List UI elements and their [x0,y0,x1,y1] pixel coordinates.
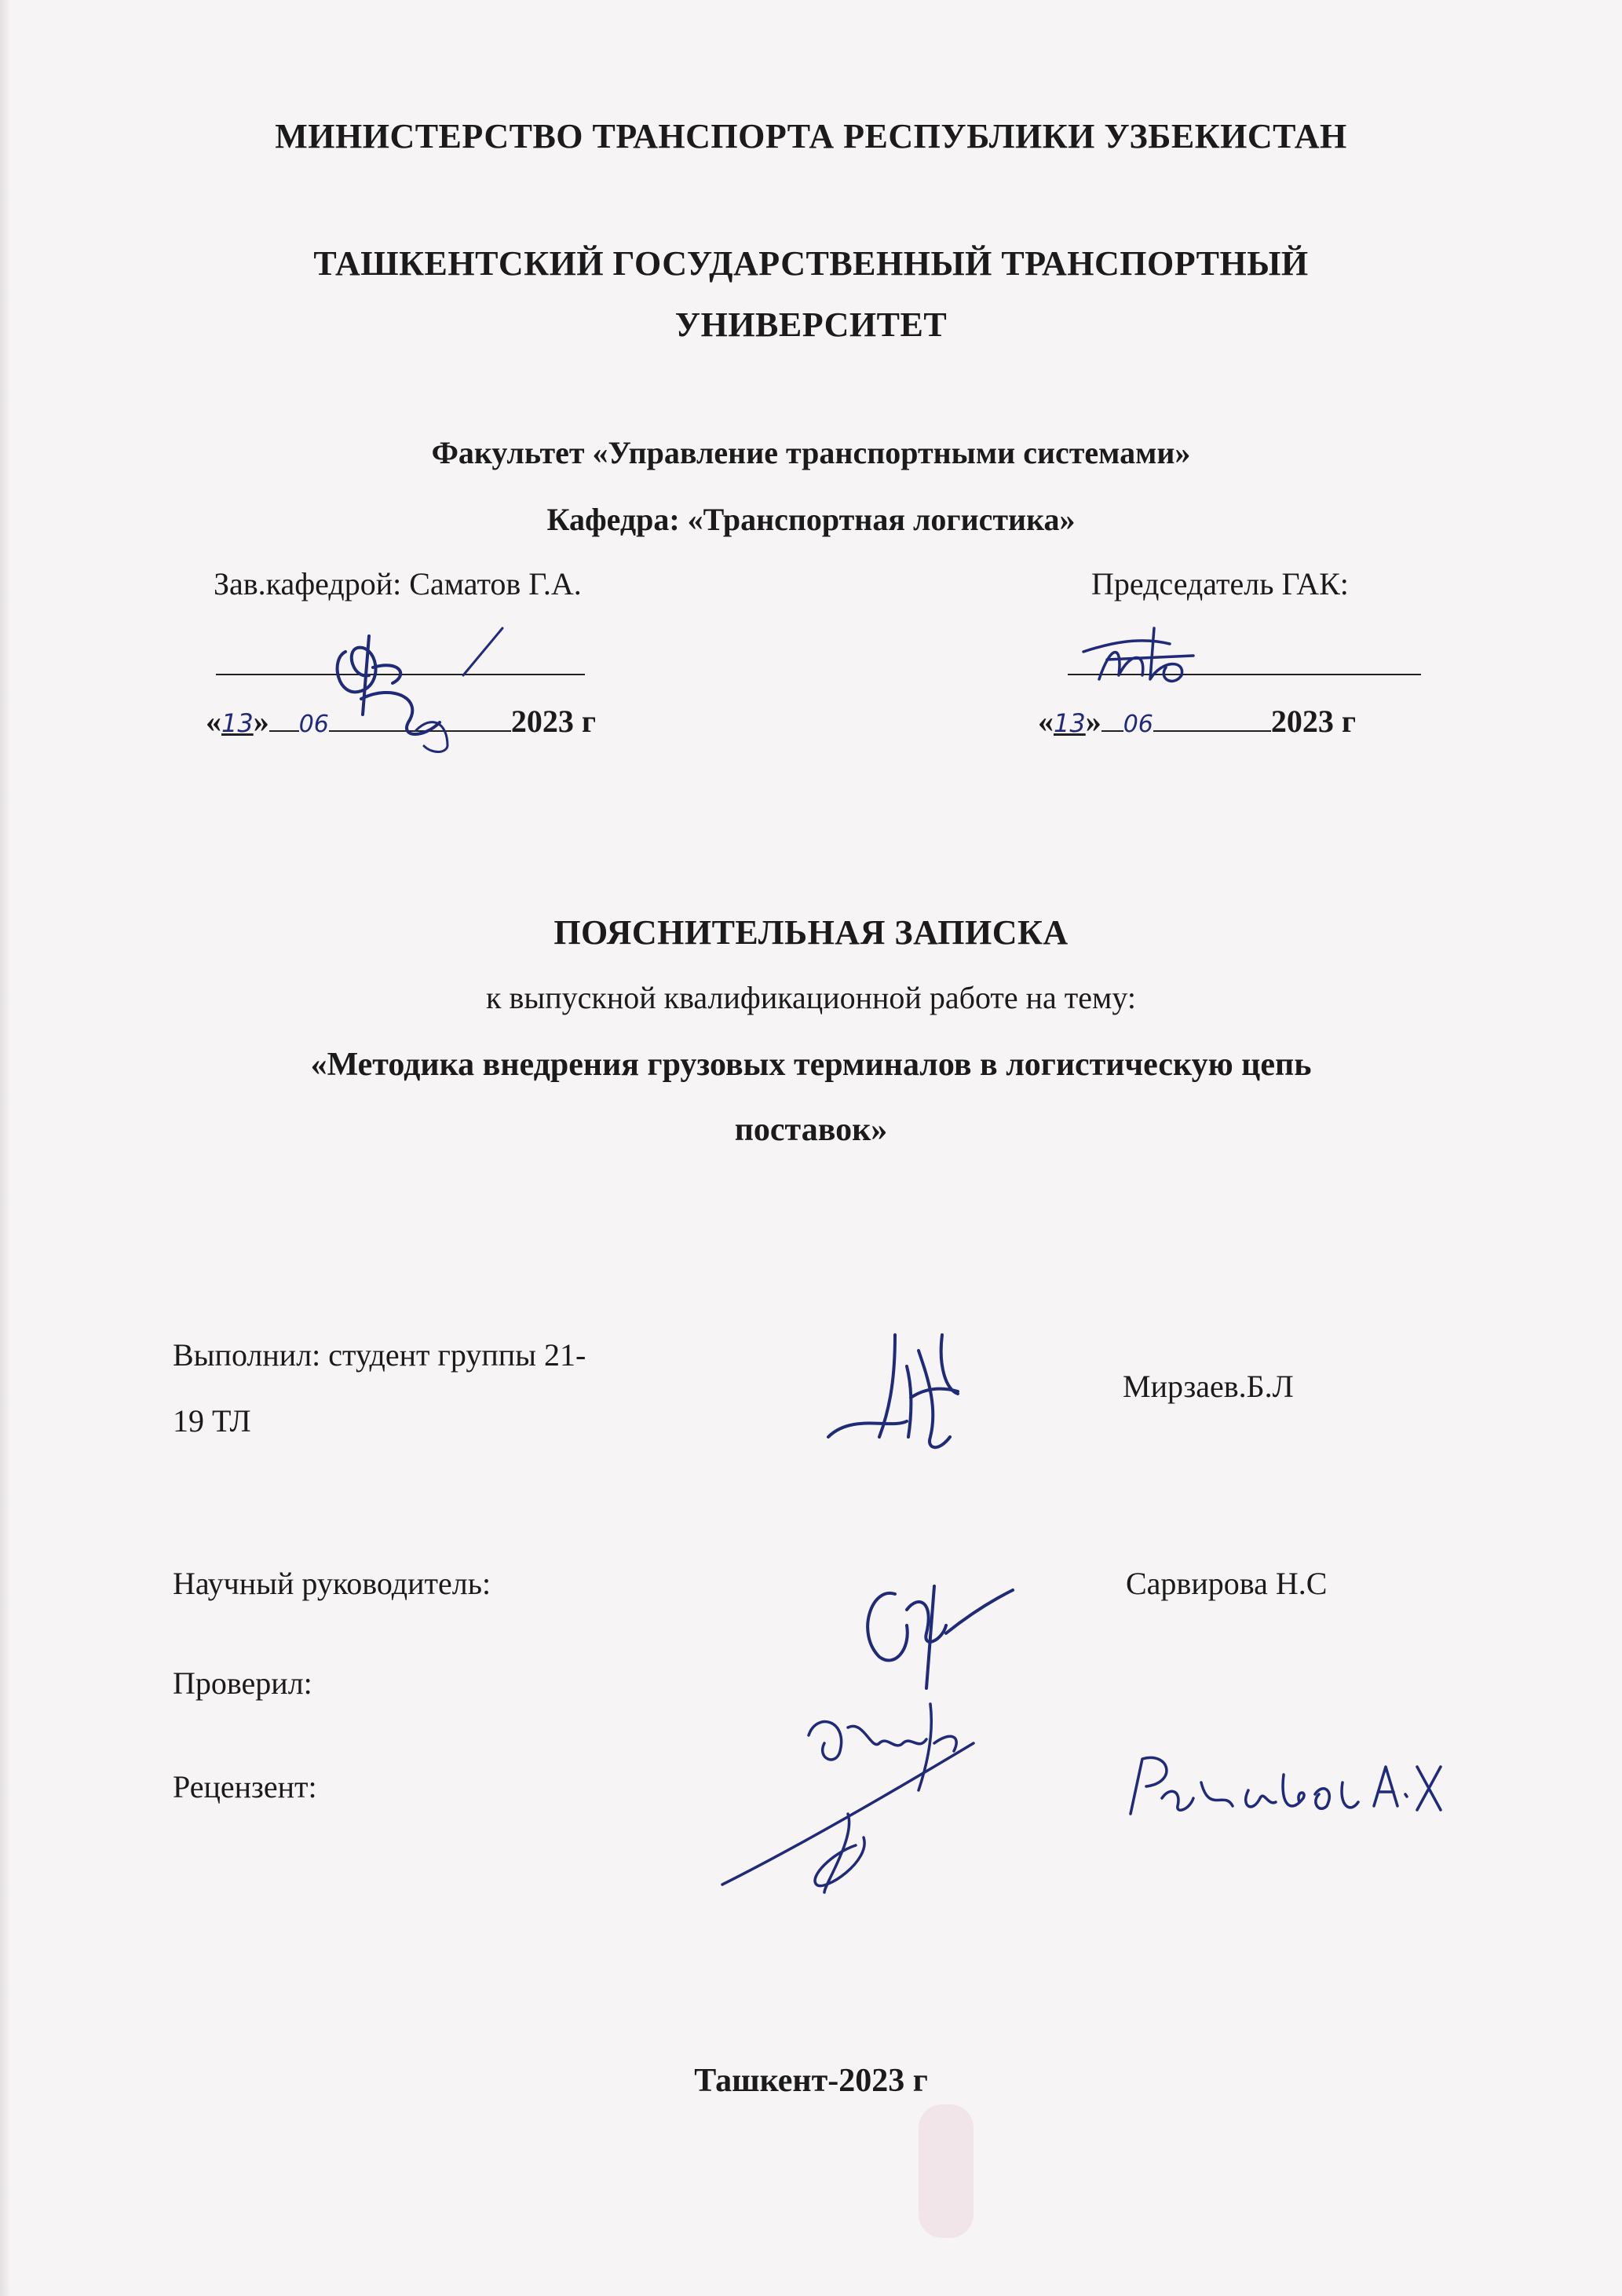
performer-label-line2: 19 ТЛ [173,1403,251,1439]
department-line: Кафедра: «Транспортная логистика» [546,502,1076,537]
document-title: ПОЯСНИТЕЛЬНАЯ ЗАПИСКА [553,913,1069,952]
head-of-department-label: Зав.кафедрой: Саматов Г.А. [214,566,582,601]
faculty-line: Факультет «Управление транспортными системами» [431,435,1191,470]
topic-line2: поставок» [734,1112,888,1148]
performer-label-line1: Выполнил: студент группы 21- [173,1337,586,1373]
university-heading-line2: УНИВЕРСИТЕТ [674,305,948,344]
date-day: 13 [221,708,254,738]
date-quote-close: » [253,704,269,739]
university-heading-line1: ТАШКЕНТСКИЙ ГОСУДАРСТВЕННЫЙ ТРАНСПОРТНЫЙ [313,244,1309,283]
checker-label: Проверил: [173,1665,312,1701]
date-quote-close: » [1085,704,1101,739]
signature-head-of-department [314,605,518,762]
topic-line1: «Методика внедрения грузовых терминалов в логистическую цепь [310,1047,1312,1083]
signature-reviewer-stroke [707,1727,989,1900]
document-subtitle: к выпускной квалификационной работе на тему: [486,980,1136,1015]
footer-city-year: Ташкент-2023 г [694,2063,928,2099]
date-year: 2023 г [1270,704,1357,739]
date-month: 06 [1123,711,1153,738]
date-year: 2023 г [510,704,597,739]
scan-smudge [919,2104,974,2238]
approval-date-right [1038,703,1356,740]
date-quote-open: « [1038,704,1054,739]
signature-performer [820,1319,993,1461]
supervisor-label: Научный руководитель: [173,1566,491,1601]
ministry-heading: МИНИСТЕРСТВО ТРАНСПОРТА РЕСПУБЛИКИ УЗБЕКИСТАН [275,117,1347,155]
date-month: 06 [298,711,329,738]
reviewer-name-handwritten [1115,1743,1429,1830]
supervisor-name: Сарвирова Н.С [1126,1566,1328,1601]
date-quote-open: « [206,704,221,739]
gak-chairman-label: Председатель ГАК: [1091,566,1349,601]
date-day: 13 [1054,708,1086,738]
signature-gak-chairman [1076,612,1233,699]
performer-name: Мирзаев.Б.Л [1123,1369,1294,1404]
reviewer-label: Рецензент: [173,1769,317,1804]
